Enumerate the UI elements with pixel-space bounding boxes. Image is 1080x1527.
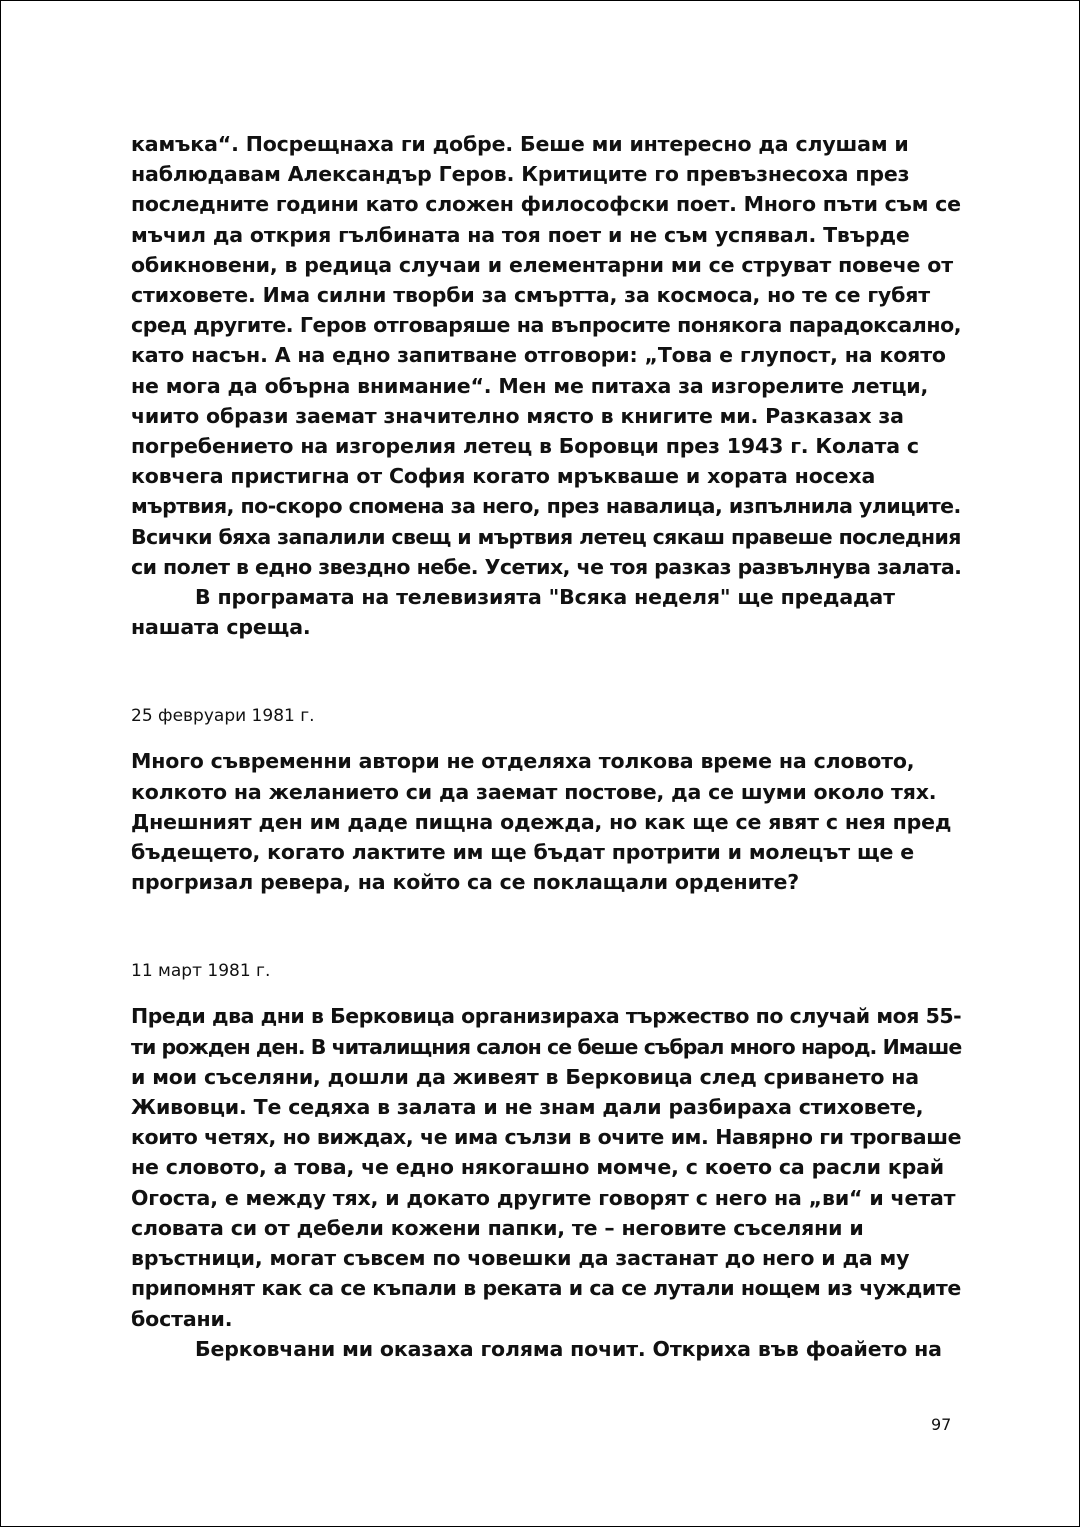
text-line: Преди два дни в Берковица организираха тържество по случай моя 55-	[131, 1004, 962, 1029]
text-line: Много съвременни автори не отделяха толкова време на словото,	[131, 749, 915, 774]
text-line: последните години като сложен философски поет. Много пъти съм се	[131, 192, 961, 217]
text-line: прогризал ревера, на който са се поклащали ордените?	[131, 870, 800, 895]
text-line: наблюдавам Александър Геров. Критиците го превъзнесоха през	[131, 162, 910, 187]
text-line: припомнят как са се къпали в реката и са се лутали нощем из чуждите	[131, 1276, 961, 1301]
text-line: словата си от дебели кожени папки, те – неговите съселяни и	[131, 1215, 864, 1240]
text-line: не словото, а това, че едно някогашно момче, с което са расли край	[131, 1155, 945, 1180]
text-line: ти рожден ден. В читалищния салон се беше събрал много народ. Имаше	[131, 1034, 962, 1059]
text-line: обикновени, в редица случаи и елементарни ми се струват повече от	[131, 252, 953, 277]
text-line: колкото на желанието си да заемат постове, да се шуми около тях.	[131, 779, 937, 804]
text-line: чиито образи заемат значително място в книгите ми. Разказах за	[131, 403, 904, 428]
text-line: стиховете. Има силни творби за смъртта, за космоса, но те се губят	[131, 283, 930, 308]
text-line: мъчил да открия гълбината на тоя поет и не съм успявал. Твърде	[131, 222, 910, 247]
text-line: сред другите. Геров отговаряше на въпросите понякога парадоксално,	[131, 313, 962, 338]
entry-paragraph	[131, 746, 961, 897]
text-line: Днешният ден им даде пищна одежда, но как ще се явят с нея пред	[131, 809, 952, 834]
text-line: като насън. А на едно запитване отговори: „Това е глупост, на която	[131, 343, 946, 368]
text-line: и мои съселяни, дошли да живеят в Берковица след сриването на	[131, 1064, 919, 1089]
text-line: нашата среща.	[131, 615, 311, 640]
text-line: не мога да обърна внимание“. Мен ме питаха за изгорелите летци,	[131, 373, 929, 398]
text-line: мъртвия, по-скоро спомена за него, през навалица, изпълнила улиците.	[131, 494, 961, 519]
entry-date: 25 февруари 1981 г.	[131, 706, 315, 727]
text-line: бостани.	[131, 1306, 233, 1331]
text-line: Огоста, е между тях, и докато другите говорят с него на „ви“ и четат	[131, 1185, 956, 1210]
text-line: В програмата на телевизията "Всяка неделя" ще предадат	[195, 585, 895, 610]
text-line: си полет в едно звездно небе. Усетих, че тоя разказ развълнува залата.	[131, 554, 962, 579]
entry-date: 11 март 1981 г.	[131, 961, 271, 982]
text-line: ковчега пристигна от София когато мръкваше и хората носеха	[131, 464, 876, 489]
text-line: бъдещето, когато лактите им ще бъдат протрити и молецът ще е	[131, 840, 915, 865]
entry-paragraph	[131, 1001, 961, 1363]
text-line: погребението на изгорелия летец в Боровци през 1943 г. Колата с	[131, 434, 919, 459]
text-line: Всички бяха запалили свещ и мъртвия летец сякаш правеше последния	[131, 524, 961, 549]
text-line: Берковчани ми оказаха голяма почит. Откриха във фоайето на	[195, 1336, 942, 1361]
text-line: които четях, но виждах, че има сълзи в очите им. Навярно ги трогваше	[131, 1125, 962, 1150]
text-line: камъка“. Посрещнаха ги добре. Беше ми интересно да слушам и	[131, 132, 909, 156]
page-content	[131, 129, 961, 1364]
text-line: връстници, могат съвсем по човешки да застанат до него и да му	[131, 1246, 910, 1271]
text-line: Живовци. Те седяха в залата и не знам дали разбираха стиховете,	[131, 1095, 924, 1120]
paragraph-continued	[131, 129, 961, 582]
page-number: 97	[931, 1415, 952, 1434]
paragraph-tv-program	[131, 582, 961, 642]
